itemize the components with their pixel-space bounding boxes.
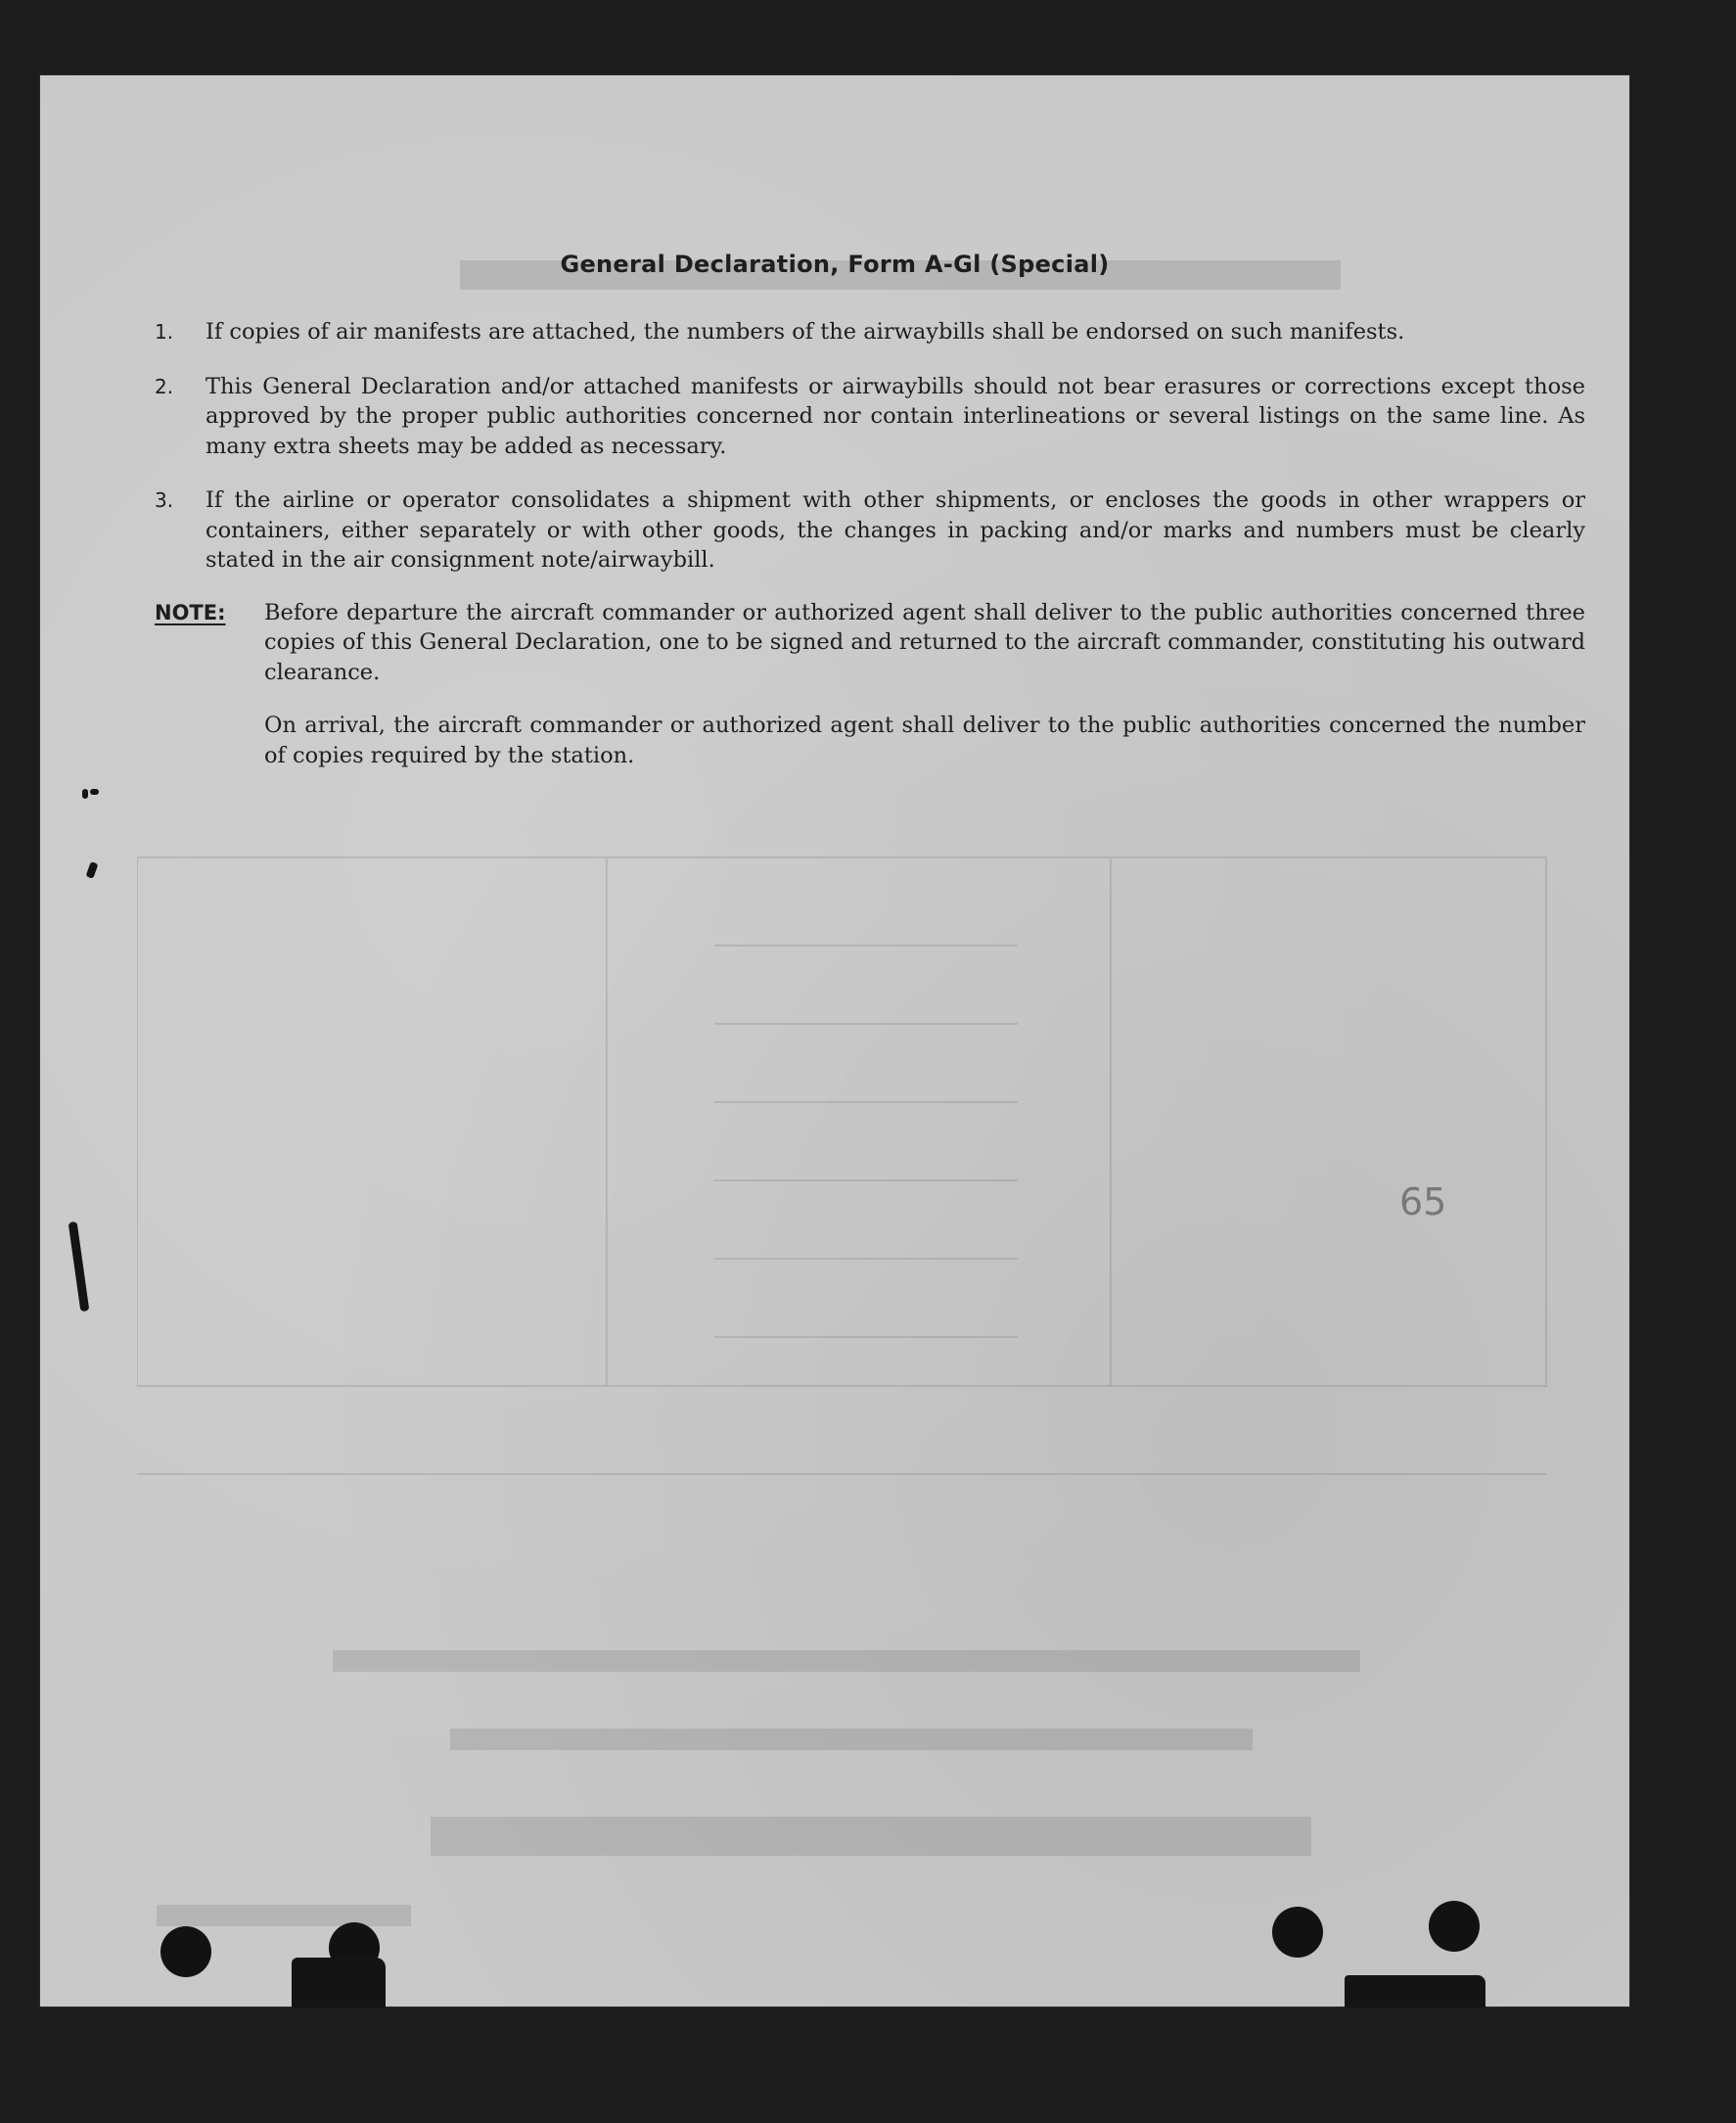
punch-hole <box>1429 1901 1480 1952</box>
document-sheet <box>39 74 1630 2008</box>
list-item <box>155 485 1585 576</box>
list-item <box>155 317 1585 347</box>
instruction-list <box>155 317 1585 794</box>
margin-mark <box>86 861 99 879</box>
note-body <box>264 598 1585 795</box>
torn-corner-stain <box>292 1958 386 2008</box>
item-number: 2. <box>155 374 174 398</box>
item-number: 3. <box>155 488 174 512</box>
item-text: This General Declaration and/or attached manifests or airwaybills should not bear erasures or corrections except those approved by the proper public authorities concerned nor contain interlineations or several listings on the same line. As many extra sheets may be added as necessary. <box>206 373 1585 459</box>
item-text: If copies of air manifests are attached, the numbers of the airwaybills shall be endorsed on such manifests. <box>206 319 1405 345</box>
torn-corner-stain <box>1345 1975 1485 2008</box>
punch-hole <box>160 1926 211 1977</box>
document-title: General Declaration, Form A-Gl (Special) <box>560 251 1110 278</box>
note-section <box>155 598 1585 795</box>
faint-page-number: 65 <box>1399 1180 1447 1223</box>
note-label: NOTE: <box>155 600 226 624</box>
margin-mark <box>90 789 99 795</box>
punch-hole <box>1272 1907 1323 1958</box>
note-paragraph: On arrival, the aircraft commander or authorized agent shall deliver to the public authorities concerned the number of copies required by the station. <box>264 713 1585 768</box>
margin-mark <box>69 1222 90 1312</box>
item-number: 1. <box>155 320 174 344</box>
list-item <box>155 372 1585 462</box>
item-text: If the airline or operator consolidates a shipment with other shipments, or encloses the goods in other wrappers or containers, either separately or with other goods, the changes in packing and/or marks and numbers must be clearly stated in the air consignment note/airwaybill. <box>206 487 1585 573</box>
margin-mark <box>82 789 88 799</box>
note-paragraph: Before departure the aircraft commander or authorized agent shall deliver to the public authorities concerned three copies of this General Declaration, one to be signed and returned to the aircraft commander, constituting his outward clearance. <box>264 599 1585 685</box>
